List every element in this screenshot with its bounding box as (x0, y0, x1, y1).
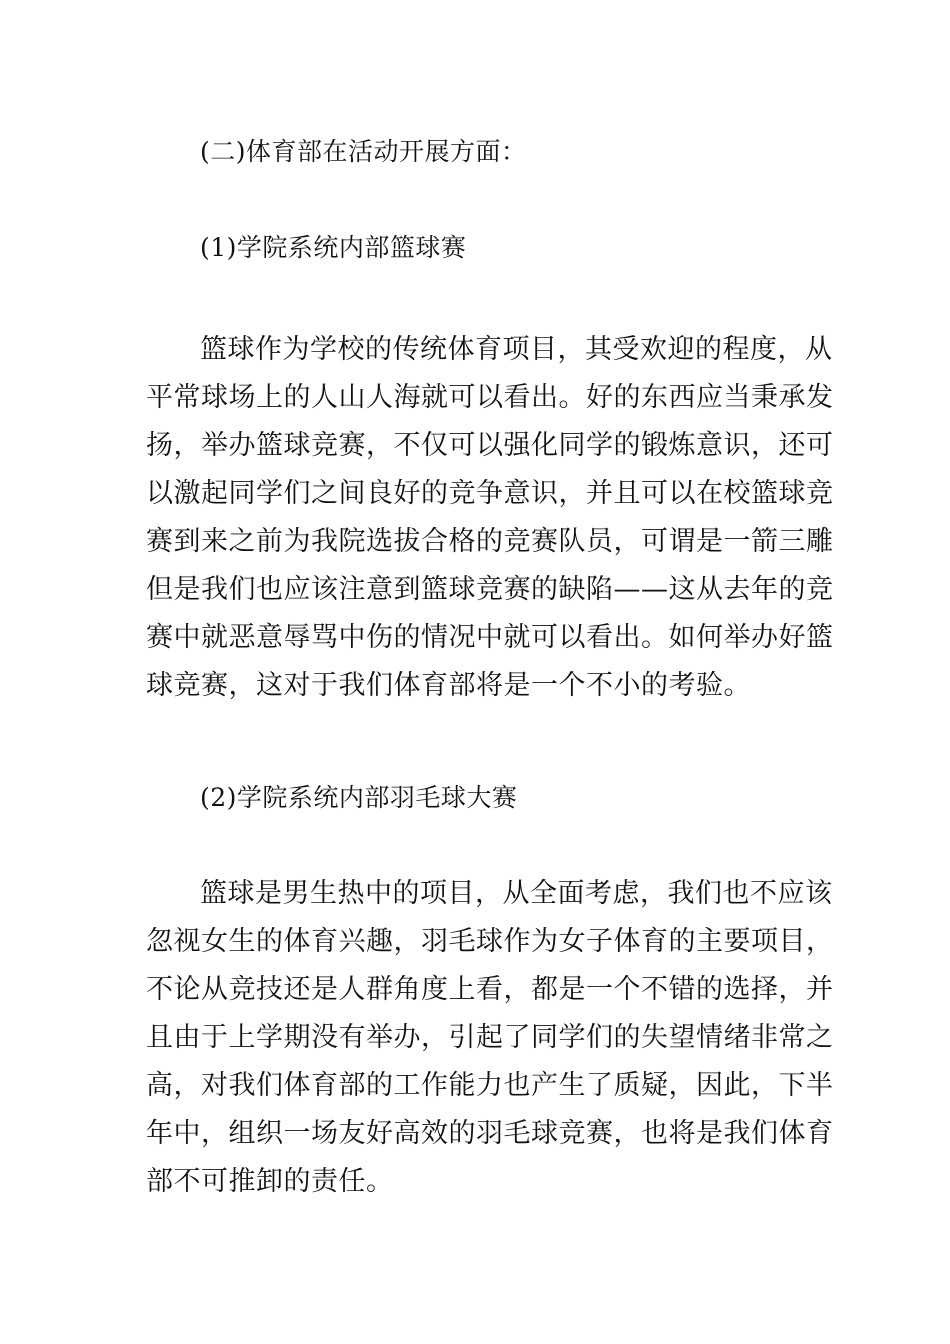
paragraph-line: 球竞赛，这对于我们体育部将是一个不小的考验。 (146, 670, 751, 701)
item2-title: (2)学院系统内部羽毛球大赛 (200, 783, 518, 812)
paragraph-line: 扬，举办篮球竞赛，不仅可以强化同学的锻炼意识，还可 (146, 430, 834, 461)
paragraph-line: 平常球场上的人山人海就可以看出。好的东西应当秉承发 (146, 382, 834, 413)
paragraph-line: 年中，组织一场友好高效的羽毛球竞赛，也将是我们体育 (146, 1118, 834, 1149)
paragraph-line: 以激起同学们之间良好的竞争意识，并且可以在校篮球竞 (146, 478, 834, 509)
item1-title: (1)学院系统内部篮球赛 (200, 233, 467, 262)
paragraph-line: 忽视女生的体育兴趣，羽毛球作为女子体育的主要项目， (146, 926, 834, 957)
item2-paragraph (146, 870, 834, 1206)
paragraph-line: 赛到来之前为我院选拔合格的竞赛队员，可谓是一箭三雕 (146, 526, 834, 557)
paragraph-line: 高，对我们体育部的工作能力也产生了质疑，因此，下半 (146, 1070, 834, 1101)
paragraph-line: 但是我们也应该注意到篮球竞赛的缺陷——这从去年的竞 (146, 574, 834, 605)
section-heading: (二)体育部在活动开展方面： (200, 137, 527, 166)
paragraph-line: 篮球作为学校的传统体育项目，其受欢迎的程度，从 (200, 334, 833, 365)
paragraph-line: 且由于上学期没有举办，引起了同学们的失望情绪非常之 (146, 1022, 834, 1053)
paragraph-line: 部不可推卸的责任。 (146, 1166, 394, 1197)
paragraph-line: 篮球是男生热中的项目，从全面考虑，我们也不应该 (200, 878, 833, 909)
paragraph-line: 不论从竞技还是人群角度上看，都是一个不错的选择，并 (146, 974, 834, 1005)
item1-paragraph (146, 326, 834, 710)
paragraph-line: 赛中就恶意辱骂中伤的情况中就可以看出。如何举办好篮 (146, 622, 834, 653)
